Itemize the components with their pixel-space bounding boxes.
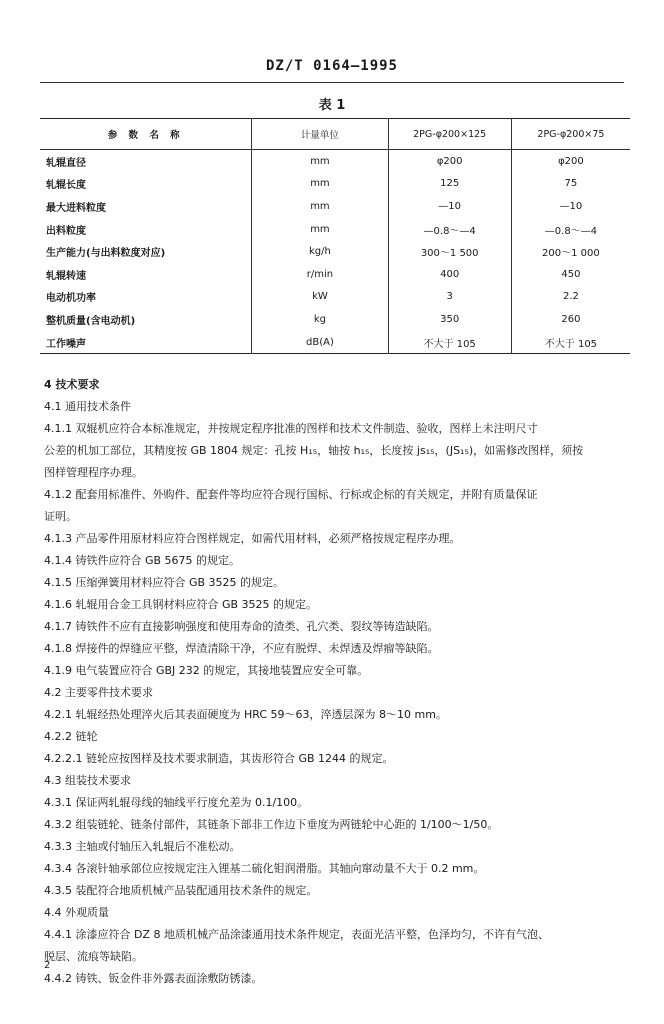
text-line: 4.1 通用技术条件 [44, 400, 131, 413]
text-line: 图样管理程序办理。 [44, 466, 143, 479]
cell-unit: mm [252, 150, 388, 173]
text-line: 4.1.7 铸铁件不应有直接影响强度和使用寿命的渣类、孔穴类、裂纹等铸造缺陷。 [44, 620, 439, 633]
table-row [40, 263, 630, 286]
cell-model-75: 260 [511, 308, 630, 331]
cell-model-125: 125 [388, 173, 511, 196]
cell-parameter: 轧辊转速 [46, 270, 86, 282]
cell-model-75: 不大于 105 [511, 331, 630, 354]
text-line: 4.1.8 焊接件的焊缝应平整，焊渣清除干净，不应有脱焊、未焊透及焊瘤等缺陷。 [44, 642, 439, 655]
cell-unit: kg [252, 308, 388, 331]
cell-parameter: 工作噪声 [46, 338, 86, 350]
table-row [40, 240, 630, 263]
cell-parameter: 最大进料粒度 [46, 202, 106, 214]
text-line: 4.4.1 涂漆应符合 DZ 8 地质机械产品涂漆通用技术条件规定，表面光洁平整，色泽均匀，不许有气泡、 [44, 928, 549, 941]
cell-model-125: 3 [388, 286, 511, 309]
cell-parameter: 电动机功率 [46, 293, 96, 305]
cell-unit: kW [252, 286, 388, 309]
column-header-parameter: 参 数 名 称 [107, 130, 184, 141]
cell-unit: r/min [252, 263, 388, 286]
text-line: 4.1.6 轧辊用合金工具钢材料应符合 GB 3525 的规定。 [44, 598, 318, 611]
header-rule [40, 82, 624, 83]
cell-parameter: 轧辊直径 [46, 157, 86, 169]
column-header-model-75: 2PG-φ200×75 [511, 119, 630, 150]
table-row [40, 308, 630, 331]
table-row [40, 150, 630, 173]
cell-parameter: 出料粒度 [46, 225, 86, 237]
cell-model-125: φ200 [388, 150, 511, 173]
cell-unit: dB(A) [252, 331, 388, 354]
text-line: 4.4 外观质量 [44, 906, 109, 919]
text-line: 公差的机加工部位，其精度按 GB 1804 规定：孔按 H₁₅，轴按 h₁₅，长度按 js₁₅，(JS₁₅)，如需修改图样，须按 [44, 444, 584, 457]
cell-model-125: 不大于 105 [388, 331, 511, 354]
text-line: 4.3.1 保证两轧辊母线的轴线平行度允差为 0.1/100。 [44, 796, 309, 809]
technical-requirements-text [44, 374, 632, 990]
text-line: 4.1.1 双辊机应符合本标准规定，并按规定程序批准的图样和技术文件制造、验收，图样上未注明尺寸 [44, 422, 538, 435]
cell-model-125: 350 [388, 308, 511, 331]
cell-model-75: 2.2 [511, 286, 630, 309]
column-header-model-125: 2PG-φ200×125 [388, 119, 511, 150]
table-row [40, 218, 630, 241]
cell-parameter: 整机质量(含电动机) [46, 315, 136, 327]
text-line: 4.2.2.1 链轮应按图样及技术要求制造，其齿形符合 GB 1244 的规定。 [44, 752, 394, 765]
text-line: 4.3.2 组装链轮、链条付部件，其链条下部非工作边下垂度为两链轮中心距的 1/100～1/50。 [44, 818, 499, 831]
text-line: 4.2 主要零件技术要求 [44, 686, 153, 699]
cell-model-75: 75 [511, 173, 630, 196]
text-line: 4.2.1 轧辊经热处理淬火后其表面硬度为 HRC 59～63，淬透层深为 8～10 mm。 [44, 708, 447, 721]
text-line: 4.3.4 各滚针轴承部位应按规定注入锂基二硫化钼润滑脂。其轴向窜动量不大于 0.2 mm。 [44, 862, 485, 875]
cell-unit: mm [252, 218, 388, 241]
spec-table [40, 118, 630, 354]
table-row [40, 286, 630, 309]
text-line: 4.3.5 装配符合地质机械产品装配通用技术条件的规定。 [44, 884, 318, 897]
cell-unit: mm [252, 195, 388, 218]
text-line: 4.1.2 配套用标准件、外购件、配套件等均应符合现行国标、行标或企标的有关规定，并附有质量保证 [44, 488, 538, 501]
table-row [40, 173, 630, 196]
page-number: 2 [44, 960, 51, 971]
cell-model-75: φ200 [511, 150, 630, 173]
cell-model-75: 200～1 000 [511, 240, 630, 263]
cell-unit: mm [252, 173, 388, 196]
cell-model-125: 400 [388, 263, 511, 286]
text-line: 4 技术要求 [44, 378, 100, 391]
table-header-row [40, 119, 630, 150]
cell-model-75: —10 [511, 195, 630, 218]
column-header-unit: 计量单位 [252, 119, 388, 150]
table-caption: 表 1 [318, 98, 346, 113]
cell-parameter: 轧辊长度 [46, 180, 86, 192]
cell-model-125: —10 [388, 195, 511, 218]
table-row [40, 195, 630, 218]
cell-parameter: 生产能力(与出料粒度对应) [46, 248, 166, 260]
text-line: 4.1.3 产品零件用原材料应符合图样规定，如需代用材料，必须严格按规定程序办理。 [44, 532, 461, 545]
standard-number-header: DZ/T 0164—1995 [265, 58, 398, 74]
text-line: 4.1.5 压缩弹簧用材料应符合 GB 3525 的规定。 [44, 576, 285, 589]
text-line: 4.1.4 铸铁件应符合 GB 5675 的规定。 [44, 554, 241, 567]
cell-model-125: —0.8～—4 [388, 218, 511, 241]
text-line: 4.1.9 电气装置应符合 GBJ 232 的规定，其接地装置应安全可靠。 [44, 664, 369, 677]
cell-model-75: 450 [511, 263, 630, 286]
cell-model-75: —0.8～—4 [511, 218, 630, 241]
text-line: 4.3.3 主轴或付轴压入轧辊后不准松动。 [44, 840, 241, 853]
text-line: 4.4.2 铸铁、钣金件非外露表面涂敷防锈漆。 [44, 972, 263, 985]
cell-unit: kg/h [252, 240, 388, 263]
text-line: 4.3 组装技术要求 [44, 774, 131, 787]
text-line: 4.2.2 链轮 [44, 730, 98, 743]
text-line: 脱层、流痕等缺陷。 [44, 950, 143, 963]
cell-model-125: 300～1 500 [388, 240, 511, 263]
text-line: 证明。 [44, 510, 77, 523]
table-row [40, 331, 630, 354]
